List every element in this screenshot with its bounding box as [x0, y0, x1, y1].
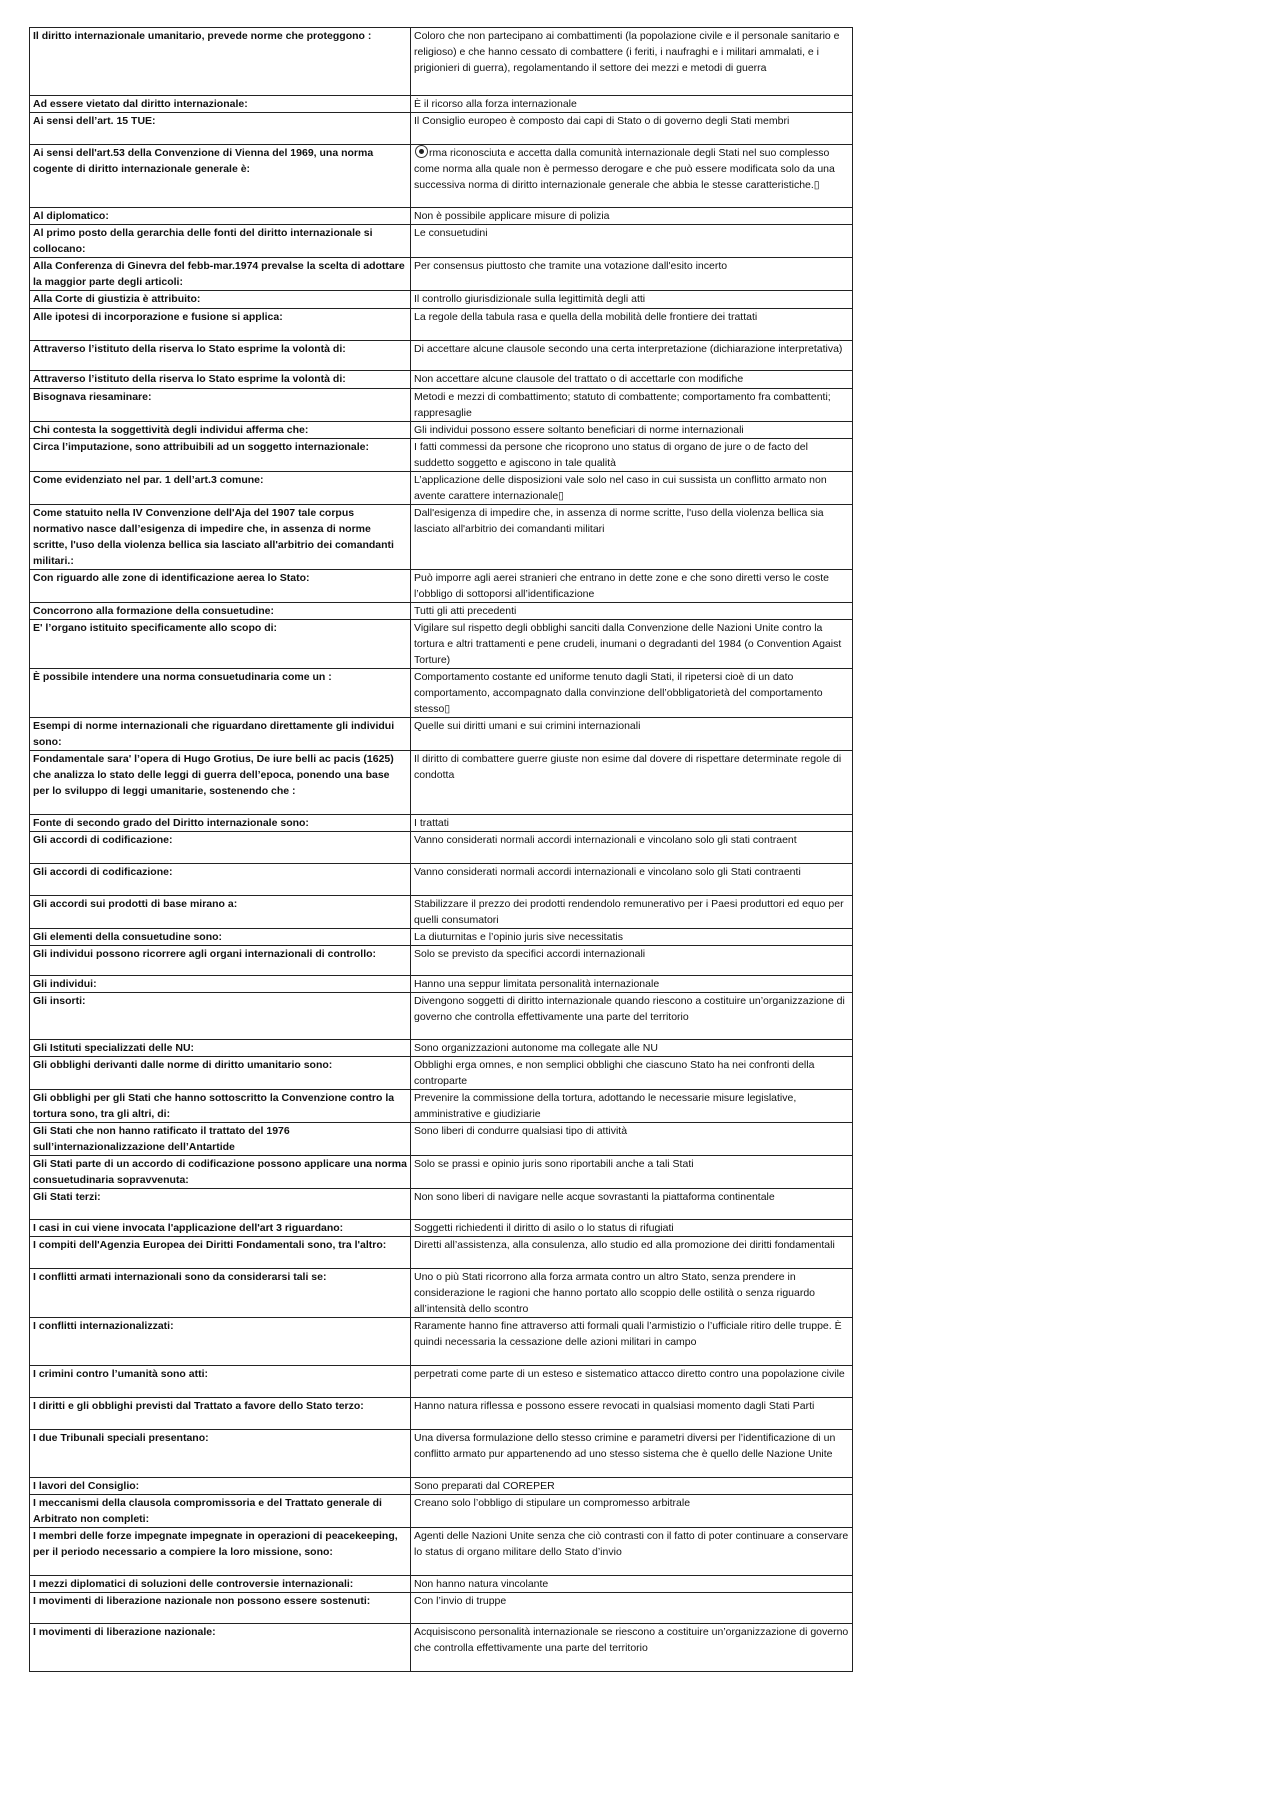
- answer-cell: Non hanno natura vincolante: [411, 1576, 853, 1593]
- table-row: [30, 1430, 853, 1478]
- question-cell: Gli individui:: [30, 976, 411, 993]
- answer-cell: Il Consiglio europeo è composto dai capi di Stato o di governo degli Stati membri: [411, 113, 853, 145]
- answer-cell: Quelle sui diritti umani e sui crimini internazionali: [411, 718, 853, 751]
- qa-table: [29, 27, 853, 1672]
- table-row: [30, 1220, 853, 1237]
- answer-cell: Sono preparati dal COREPER: [411, 1478, 853, 1495]
- table-row: [30, 1156, 853, 1189]
- answer-cell: Hanno natura riflessa e possono essere revocati in qualsiasi momento dagli Stati Parti: [411, 1398, 853, 1430]
- answer-cell: Solo se prassi e opinio juris sono riportabili anche a tali Stati: [411, 1156, 853, 1189]
- table-row: [30, 225, 853, 258]
- answer-cell: Comportamento costante ed uniforme tenuto dagli Stati, il ripetersi cioè di un dato comportamento, accompagnato dalla convinzione dell’obbligatorietà del comportamento stesso▯: [411, 669, 853, 718]
- table-row: [30, 864, 853, 896]
- table-row: [30, 976, 853, 993]
- answer-cell: Metodi e mezzi di combattimento; statuto di combattente; comportamento fra combattenti; rappresaglie: [411, 389, 853, 422]
- answer-cell: Per consensus piuttosto che tramite una votazione dall'esito incerto: [411, 258, 853, 291]
- question-cell: È possibile intendere una norma consuetudinaria come un :: [30, 669, 411, 718]
- question-cell: Circa l’imputazione, sono attribuibili ad un soggetto internazionale:: [30, 439, 411, 472]
- answer-cell: Hanno una seppur limitata personalità internazionale: [411, 976, 853, 993]
- question-cell: Alla Conferenza di Ginevra del febb-mar.1974 prevalse la scelta di adottare la maggior parte degli articoli:: [30, 258, 411, 291]
- table-row: [30, 1318, 853, 1366]
- question-cell: Al primo posto della gerarchia delle fonti del diritto internazionale si collocano:: [30, 225, 411, 258]
- table-row: [30, 422, 853, 439]
- answer-cell: Con l’invio di truppe: [411, 1593, 853, 1624]
- answer-cell: Vanno considerati normali accordi internazionali e vincolano solo gli Stati contraenti: [411, 864, 853, 896]
- table-row: [30, 669, 853, 718]
- question-cell: Gli Stati terzi:: [30, 1189, 411, 1220]
- table-row: [30, 371, 853, 389]
- answer-cell: Vigilare sul rispetto degli obblighi sanciti dalla Convenzione delle Nazioni Unite contro la tortura e altri trattamenti e pene crudeli, inumani o degradanti del 1984 (o Convention Agaist Torture): [411, 620, 853, 669]
- question-cell: Chi contesta la soggettività degli individui afferma che:: [30, 422, 411, 439]
- answer-cell: La regole della tabula rasa e quella della mobilità delle frontiere dei trattati: [411, 309, 853, 341]
- table-row: [30, 1593, 853, 1624]
- answer-cell: Soggetti richiedenti il diritto di asilo o lo status di rifugiati: [411, 1220, 853, 1237]
- question-cell: Come evidenziato nel par. 1 dell’art.3 comune:: [30, 472, 411, 505]
- table-row: [30, 1189, 853, 1220]
- question-cell: Concorrono alla formazione della consuetudine:: [30, 603, 411, 620]
- question-cell: Attraverso l’istituto della riserva lo Stato esprime la volontà di:: [30, 341, 411, 371]
- question-cell: Ai sensi dell’art. 15 TUE:: [30, 113, 411, 145]
- table-row: [30, 96, 853, 113]
- answer-cell: Creano solo l’obbligo di stipulare un compromesso arbitrale: [411, 1495, 853, 1528]
- question-cell: Ai sensi dell'art.53 della Convenzione di Vienna del 1969, una norma cogente di diritto internazionale generale è:: [30, 145, 411, 208]
- question-cell: Alla Corte di giustizia è attribuito:: [30, 291, 411, 309]
- question-cell: I casi in cui viene invocata l'applicazione dell'art 3 riguardano:: [30, 1220, 411, 1237]
- table-row: [30, 1057, 853, 1090]
- question-cell: Gli accordi di codificazione:: [30, 832, 411, 864]
- question-cell: Con riguardo alle zone di identificazione aerea lo Stato:: [30, 570, 411, 603]
- answer-cell: Vanno considerati normali accordi internazionali e vincolano solo gli stati contraent: [411, 832, 853, 864]
- question-cell: Gli obblighi per gli Stati che hanno sottoscritto la Convenzione contro la tortura sono, tra gli altri, di:: [30, 1090, 411, 1123]
- question-cell: Fonte di secondo grado del Diritto internazionale sono:: [30, 815, 411, 832]
- answer-cell: Raramente hanno fine attraverso atti formali quali l’armistizio o l’ufficiale ritiro delle truppe. È quindi necessaria la cessazione delle azioni militari in campo: [411, 1318, 853, 1366]
- answer-cell: Solo se previsto da specifici accordi internazionali: [411, 946, 853, 976]
- table-row: [30, 718, 853, 751]
- question-cell: Alle ipotesi di incorporazione e fusione si applica:: [30, 309, 411, 341]
- question-cell: Attraverso l’istituto della riserva lo Stato esprime la volontà di:: [30, 371, 411, 389]
- answer-cell: Obblighi erga omnes, e non semplici obblighi che ciascuno Stato ha nei confronti della controparte: [411, 1057, 853, 1090]
- answer-cell: Prevenire la commissione della tortura, adottando le necessarie misure legislative, amministrative e giudiziarie: [411, 1090, 853, 1123]
- answer-cell: Gli individui possono essere soltanto beneficiari di norme internazionali: [411, 422, 853, 439]
- question-cell: Esempi di norme internazionali che riguardano direttamente gli individui sono:: [30, 718, 411, 751]
- question-cell: I meccanismi della clausola compromissoria e del Trattato generale di Arbitrato non completi:: [30, 1495, 411, 1528]
- question-cell: Gli elementi della consuetudine sono:: [30, 929, 411, 946]
- answer-cell: Coloro che non partecipano ai combattimenti (la popolazione civile e il personale sanitario e religioso) e che hanno cessato di combattere (i feriti, i naufraghi e i militari ammalati, e i prigionieri di guerra), regolamentando il settore dei mezzi e metodi di guerra: [411, 28, 853, 96]
- question-cell: I diritti e gli obblighi previsti dal Trattato a favore dello Stato terzo:: [30, 1398, 411, 1430]
- table-row: [30, 946, 853, 976]
- question-cell: I lavori del Consiglio:: [30, 1478, 411, 1495]
- table-row: [30, 603, 853, 620]
- table-row: [30, 929, 853, 946]
- answer-cell: Agenti delle Nazioni Unite senza che ciò contrasti con il fatto di poter continuare a conservare lo status di organo militare dello Stato d’invio: [411, 1528, 853, 1576]
- radio-button-icon: [415, 145, 428, 158]
- table-row: [30, 1478, 853, 1495]
- answer-cell: Tutti gli atti precedenti: [411, 603, 853, 620]
- answer-cell: Uno o più Stati ricorrono alla forza armata contro un altro Stato, senza prendere in considerazione le ragioni che hanno portato allo scoppio delle ostilità o senza riguardo all’intensità dello scontro: [411, 1269, 853, 1318]
- table-row: [30, 620, 853, 669]
- question-cell: Gli obblighi derivanti dalle norme di diritto umanitario sono:: [30, 1057, 411, 1090]
- table-row: [30, 1090, 853, 1123]
- question-cell: I compiti dell'Agenzia Europea dei Diritti Fondamentali sono, tra l'altro:: [30, 1237, 411, 1269]
- question-cell: I mezzi diplomatici di soluzioni delle controversie internazionali:: [30, 1576, 411, 1593]
- answer-cell: Dall'esigenza di impedire che, in assenza di norme scritte, l'uso della violenza bellica sia lasciato all'arbitrio dei comandanti militari: [411, 505, 853, 570]
- table-row: [30, 896, 853, 929]
- table-row: [30, 291, 853, 309]
- table-row: [30, 1123, 853, 1156]
- table-row: [30, 1624, 853, 1672]
- table-row: [30, 1528, 853, 1576]
- answer-cell: Le consuetudini: [411, 225, 853, 258]
- table-row: [30, 258, 853, 291]
- table-row: [30, 208, 853, 225]
- question-cell: I movimenti di liberazione nazionale non possono essere sostenuti:: [30, 1593, 411, 1624]
- table-row: [30, 505, 853, 570]
- question-cell: Gli Stati che non hanno ratificato il trattato del 1976 sull’internazionalizzazione dell’Antartide: [30, 1123, 411, 1156]
- answer-cell: I fatti commessi da persone che ricoprono uno status di organo de jure o de facto del suddetto soggetto e agiscono in tale qualità: [411, 439, 853, 472]
- question-cell: Come statuito nella IV Convenzione dell'Aja del 1907 tale corpus normativo nasce dall’esigenza di impedire che, in assenza di norme scritte, l'uso della violenza bellica sia lasciato all'arbitrio dei comandanti militari.:: [30, 505, 411, 570]
- question-cell: I due Tribunali speciali presentano:: [30, 1430, 411, 1478]
- question-cell: I conflitti internazionalizzati:: [30, 1318, 411, 1366]
- table-row: [30, 1237, 853, 1269]
- answer-cell: Non sono liberi di navigare nelle acque sovrastanti la piattaforma continentale: [411, 1189, 853, 1220]
- question-cell: I membri delle forze impegnate impegnate in operazioni di peacekeeping, per il periodo necessario a compiere la loro missione, sono:: [30, 1528, 411, 1576]
- answer-cell: Il diritto di combattere guerre giuste non esime dal dovere di rispettare determinate regole di condotta: [411, 751, 853, 815]
- table-row: [30, 1366, 853, 1398]
- answer-cell: Stabilizzare il prezzo dei prodotti rendendolo remunerativo per i Paesi produttori ed equo per quelli consumatori: [411, 896, 853, 929]
- answer-cell: Il controllo giurisdizionale sulla legittimità degli atti: [411, 291, 853, 309]
- answer-text: rma riconosciuta e accetta dalla comunità internazionale degli Stati nel suo complesso come norma alla quale non è permesso derogare e che può essere modificata solo da una successiva norma di diritto internazionale generale che abbia le stesse caratteristiche.▯: [414, 147, 835, 191]
- answer-cell: Divengono soggetti di diritto internazionale quando riescono a costituire un’organizzazione di governo che controlla effettivamente una parte del territorio: [411, 993, 853, 1040]
- question-cell: Il diritto internazionale umanitario, prevede norme che proteggono :: [30, 28, 411, 96]
- question-cell: Gli insorti:: [30, 993, 411, 1040]
- question-cell: Gli accordi di codificazione:: [30, 864, 411, 896]
- question-cell: Fondamentale sara' l’opera di Hugo Grotius, De iure belli ac pacis (1625) che analizza lo stato delle leggi di guerra dell’epoca, ponendo una base per lo sviluppo di leggi umanitarie, sostenendo che :: [30, 751, 411, 815]
- question-cell: E' l’organo istituito specificamente allo scopo di:: [30, 620, 411, 669]
- question-cell: Ad essere vietato dal diritto internazionale:: [30, 96, 411, 113]
- answer-cell: È il ricorso alla forza internazionale: [411, 96, 853, 113]
- question-cell: Gli accordi sui prodotti di base mirano a:: [30, 896, 411, 929]
- answer-cell: Sono liberi di condurre qualsiasi tipo di attività: [411, 1123, 853, 1156]
- answer-cell: Diretti all’assistenza, alla consulenza, allo studio ed alla promozione dei diritti fondamentali: [411, 1237, 853, 1269]
- table-row: [30, 439, 853, 472]
- answer-cell: Una diversa formulazione dello stesso crimine e parametri diversi per l’identificazione di un conflitto armato pur appartenendo ad uno stesso sistema che è quello delle Nazione Unite: [411, 1430, 853, 1478]
- table-row: [30, 389, 853, 422]
- table-row: [30, 832, 853, 864]
- answer-cell: La diuturnitas e l’opinio juris sive necessitatis: [411, 929, 853, 946]
- question-cell: Gli Istituti specializzati delle NU:: [30, 1040, 411, 1057]
- question-cell: Gli Stati parte di un accordo di codificazione possono applicare una norma consuetudinaria sopravvenuta:: [30, 1156, 411, 1189]
- table-row: [30, 1495, 853, 1528]
- question-cell: I movimenti di liberazione nazionale:: [30, 1624, 411, 1672]
- table-row: [30, 993, 853, 1040]
- table-row: [30, 472, 853, 505]
- table-row: [30, 341, 853, 371]
- answer-cell: Può imporre agli aerei stranieri che entrano in dette zone e che sono diretti verso le coste l’obbligo di sottoporsi all’identificazione: [411, 570, 853, 603]
- answer-cell: Non accettare alcune clausole del trattato o di accettarle con modifiche: [411, 371, 853, 389]
- table-row: [30, 309, 853, 341]
- table-row: [30, 1040, 853, 1057]
- table-row: [30, 113, 853, 145]
- table-row: [30, 28, 853, 96]
- table-row: [30, 1576, 853, 1593]
- answer-cell: L’applicazione delle disposizioni vale solo nel caso in cui sussista un conflitto armato non avente carattere internazionale▯: [411, 472, 853, 505]
- question-cell: Al diplomatico:: [30, 208, 411, 225]
- table-row: [30, 751, 853, 815]
- answer-cell: Sono organizzazioni autonome ma collegate alle NU: [411, 1040, 853, 1057]
- answer-cell: Non è possibile applicare misure di polizia: [411, 208, 853, 225]
- answer-cell: Di accettare alcune clausole secondo una certa interpretazione (dichiarazione interpretativa): [411, 341, 853, 371]
- table-row: [30, 570, 853, 603]
- question-cell: I conflitti armati internazionali sono da considerarsi tali se:: [30, 1269, 411, 1318]
- question-cell: I crimini contro l’umanità sono atti:: [30, 1366, 411, 1398]
- answer-cell: I trattati: [411, 815, 853, 832]
- table-row: [30, 1269, 853, 1318]
- table-row: [30, 1398, 853, 1430]
- question-cell: Bisognava riesaminare:: [30, 389, 411, 422]
- qa-table-body: [30, 28, 853, 1672]
- answer-cell: Acquisiscono personalità internazionale se riescono a costituire un’organizzazione di governo che controlla effettivamente una parte del territorio: [411, 1624, 853, 1672]
- question-cell: Gli individui possono ricorrere agli organi internazionali di controllo:: [30, 946, 411, 976]
- answer-cell: [411, 145, 853, 208]
- answer-cell: perpetrati come parte di un esteso e sistematico attacco diretto contro una popolazione civile: [411, 1366, 853, 1398]
- table-row: [30, 145, 853, 208]
- table-row: [30, 815, 853, 832]
